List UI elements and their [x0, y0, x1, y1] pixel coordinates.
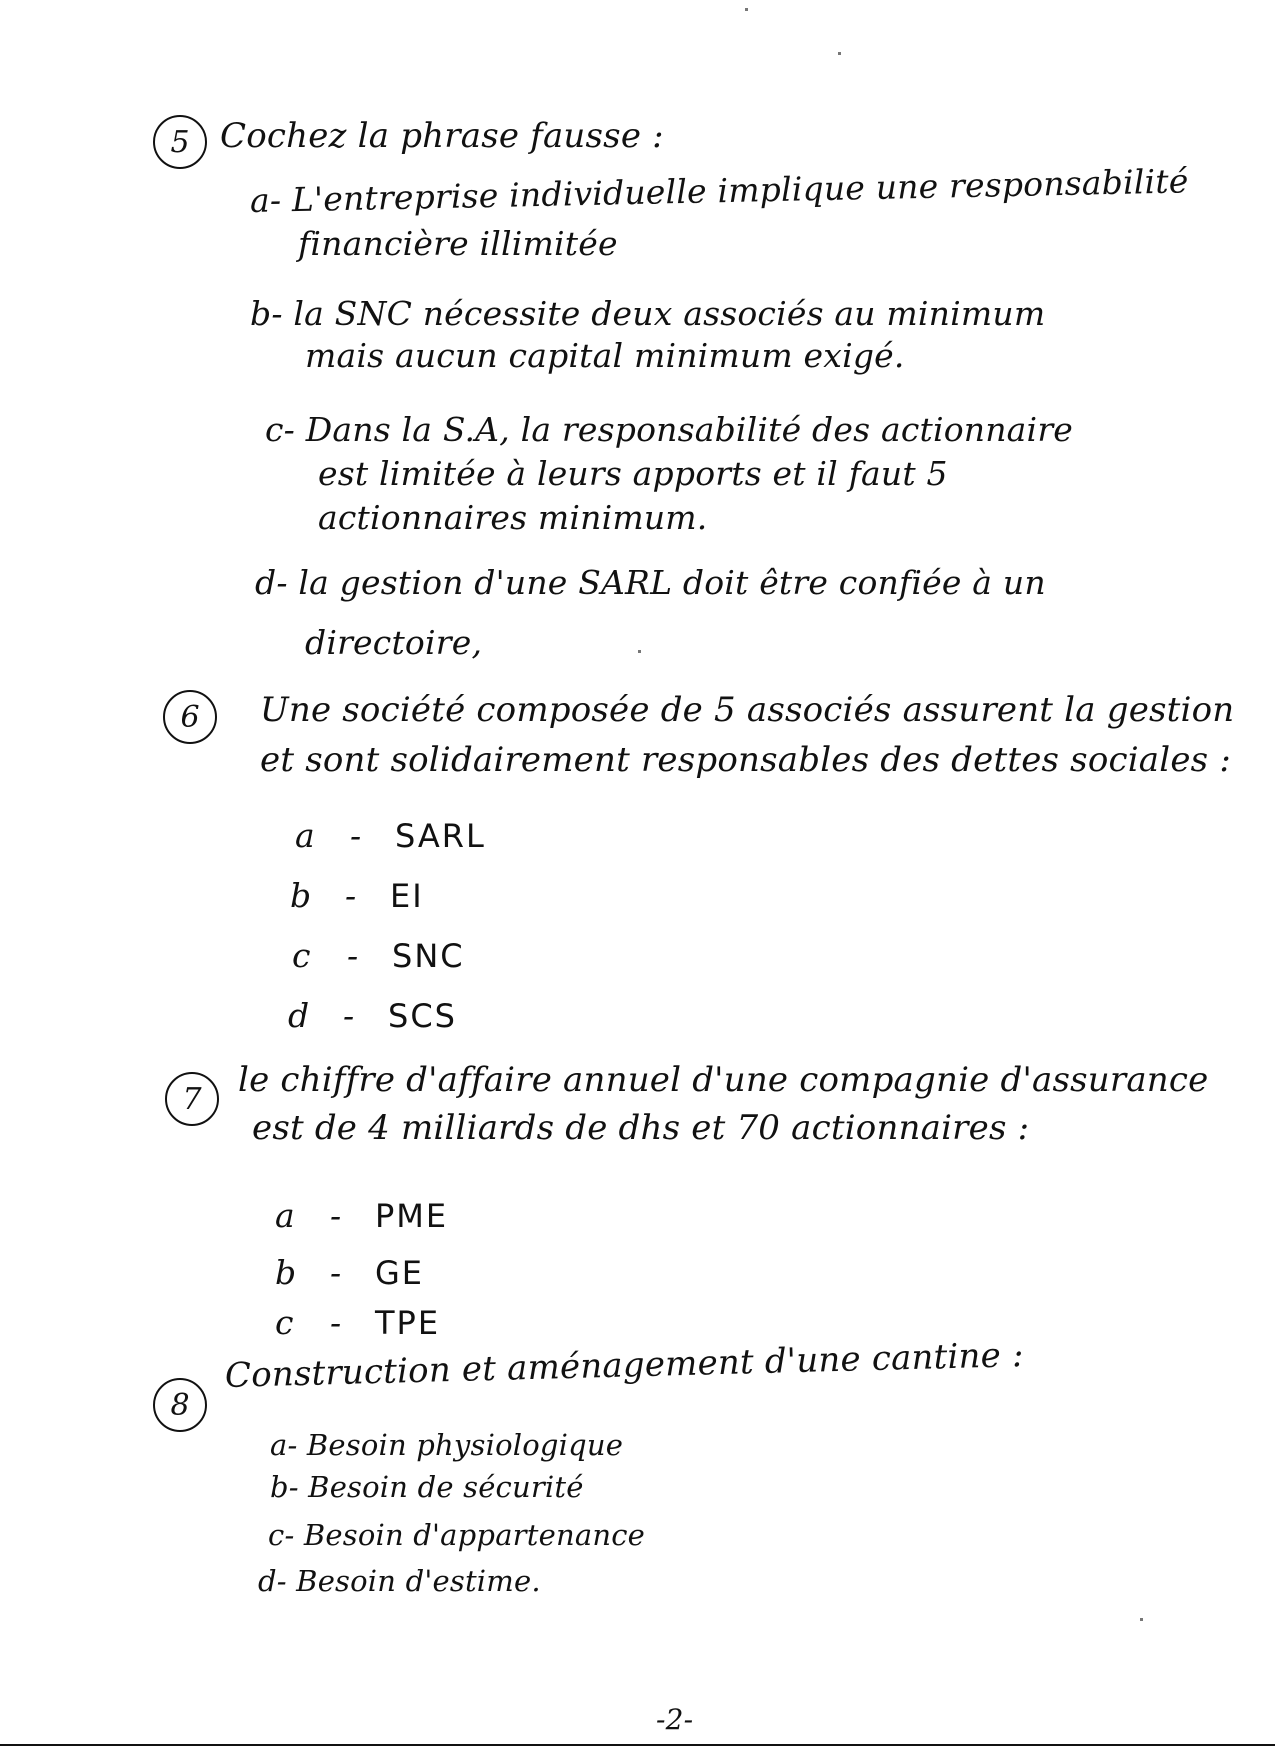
question-5-option-d-line-1: d- la gestion d'une SARL doit être confiée à un: [255, 563, 1046, 602]
question-7-option-c: c - TPE: [275, 1303, 441, 1342]
question-8-title: Construction et aménagement d'une cantine :: [224, 1335, 1025, 1396]
question-5-title: Cochez la phrase fausse :: [220, 116, 664, 156]
question-8-option-d: d- Besoin d'estime.: [258, 1564, 541, 1598]
question-6-line-1: Une société composée de 5 associés assurent la gestion: [260, 690, 1235, 730]
footer-rule: [0, 1744, 1275, 1746]
question-6-option-b: b - EI: [290, 876, 424, 915]
question-5-option-a-line-2: financière illimitée: [298, 224, 618, 263]
question-7-option-b: b - GE: [275, 1253, 425, 1292]
question-5-option-b-line-1: b- la SNC nécessite deux associés au minimum: [250, 294, 1046, 333]
question-6-option-a: a - SARL: [295, 816, 486, 855]
question-8-option-c: c- Besoin d'appartenance: [268, 1518, 646, 1552]
question-5-number: 5: [153, 115, 207, 169]
question-6-option-d: d - SCS: [288, 996, 457, 1035]
question-5-option-c-line-1: c- Dans la S.A, la responsabilité des actionnaire: [265, 410, 1074, 449]
question-8-option-b: b- Besoin de sécurité: [270, 1470, 584, 1504]
page-number: -2-: [656, 1703, 694, 1736]
question-6-number: 6: [163, 690, 217, 744]
question-7-line-2: est de 4 milliards de dhs et 70 actionnaires :: [252, 1108, 1030, 1148]
question-5-option-c-line-2: est limitée à leurs apports et il faut 5: [318, 454, 948, 493]
question-5-option-a-line-1: a- L'entreprise individuelle implique une responsabilité: [249, 161, 1189, 220]
question-8-option-a: a- Besoin physiologique: [270, 1428, 624, 1462]
question-6-option-c: c - SNC: [292, 936, 465, 975]
scan-speck: [745, 8, 748, 11]
scan-speck: [838, 52, 841, 55]
question-5-option-c-line-3: actionnaires minimum.: [318, 498, 708, 537]
question-5-option-d-line-2: directoire,: [305, 623, 483, 662]
scan-speck: [1140, 1618, 1143, 1621]
question-6-line-2: et sont solidairement responsables des dettes sociales :: [260, 740, 1231, 780]
scan-speck: [638, 650, 641, 653]
question-7-option-a: a - PME: [275, 1196, 449, 1235]
question-8-number: 8: [153, 1378, 207, 1432]
question-7-line-1: le chiffre d'affaire annuel d'une compagnie d'assurance: [238, 1060, 1209, 1100]
question-7-number: 7: [165, 1072, 219, 1126]
question-5-option-b-line-2: mais aucun capital minimum exigé.: [305, 336, 905, 375]
